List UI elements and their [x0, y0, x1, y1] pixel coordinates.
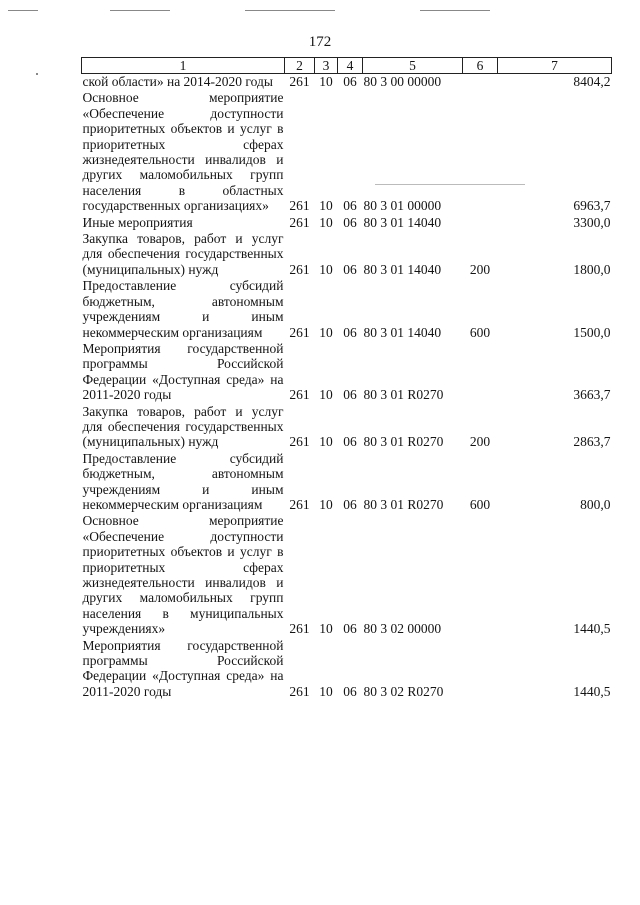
table-row: [82, 90, 612, 214]
table-row: [82, 404, 612, 451]
row-amount: 1500,0: [573, 324, 611, 340]
row-amount: 3663,7: [573, 387, 611, 403]
header-col-4: 4: [338, 58, 363, 74]
table-row: [82, 638, 612, 701]
row-target-code: 80 3 01 14040: [363, 261, 442, 277]
table-row: [82, 451, 612, 514]
row-amount: 1800,0: [573, 261, 611, 277]
row-col-4: 06: [343, 261, 357, 277]
row-target-code: 80 3 01 14040: [363, 214, 442, 230]
budget-table: [81, 57, 612, 700]
row-description: Предоставление субсидий бюджетным, автономным учреждениям и иным некоммерческим организациям: [82, 278, 284, 340]
row-col-4: 06: [343, 214, 357, 230]
row-description: Закупка товаров, работ и услуг для обеспечения государственных (муниципальных) нужд: [82, 231, 284, 277]
row-col-3: 10: [319, 198, 333, 214]
scan-artifact: [420, 10, 490, 11]
row-expense-type: [463, 341, 498, 404]
row-col-3: 10: [319, 74, 333, 89]
row-col-3: 10: [319, 324, 333, 340]
scan-artifact: [36, 73, 38, 75]
row-target-code: 80 3 01 R0270: [363, 387, 444, 403]
row-target-code: 80 3 01 00000: [363, 198, 442, 214]
row-expense-type: 600: [469, 324, 491, 340]
row-amount: 800,0: [580, 496, 611, 512]
row-expense-type: 200: [469, 434, 491, 450]
row-expense-type: [463, 74, 498, 91]
row-target-code: 80 3 02 R0270: [363, 683, 444, 699]
row-target-code: 80 3 02 00000: [363, 621, 442, 637]
row-col-2: 261: [289, 387, 310, 403]
row-expense-type: [463, 638, 498, 701]
row-col-2: 261: [289, 683, 310, 699]
row-col-3: 10: [319, 214, 333, 230]
row-col-3: 10: [319, 496, 333, 512]
table-row: [82, 74, 612, 91]
row-amount: 8404,2: [573, 74, 611, 89]
row-target-code: 80 3 00 00000: [363, 74, 442, 89]
table-row: [82, 278, 612, 341]
row-col-4: 06: [343, 387, 357, 403]
row-expense-type: [463, 90, 498, 214]
row-col-4: 06: [343, 74, 357, 89]
table-row: [82, 513, 612, 637]
row-expense-type: [463, 513, 498, 637]
row-target-code: 80 3 01 R0270: [363, 434, 444, 450]
row-col-2: 261: [289, 434, 310, 450]
row-col-2: 261: [289, 198, 310, 214]
header-col-7: 7: [498, 58, 612, 74]
row-description: Основное мероприятие «Обеспечение доступности приоритетных объектов и услуг в приоритетных сферах жизнедеятельности инвалидов и других маломобильных групп населения в областных государственных организациях»: [82, 90, 284, 214]
row-amount: 3300,0: [573, 214, 611, 230]
header-col-1: 1: [82, 58, 285, 74]
row-description: Закупка товаров, работ и услуг для обеспечения государственных (муниципальных) нужд: [82, 403, 284, 450]
row-col-2: 261: [289, 74, 310, 89]
scan-artifact: [110, 10, 170, 11]
row-col-3: 10: [319, 434, 333, 450]
row-expense-type: 200: [469, 261, 491, 277]
row-amount: 1440,5: [573, 621, 611, 637]
header-col-6: 6: [463, 58, 498, 74]
header-row: [82, 58, 612, 74]
row-col-4: 06: [343, 324, 357, 340]
row-col-4: 06: [343, 683, 357, 699]
row-col-3: 10: [319, 621, 333, 637]
header-col-5: 5: [363, 58, 463, 74]
row-col-4: 06: [343, 434, 357, 450]
row-amount: 2863,7: [573, 434, 611, 450]
row-col-3: 10: [319, 261, 333, 277]
table-row: [82, 215, 612, 231]
row-description: Предоставление субсидий бюджетным, автономным учреждениям и иным некоммерческим организациям: [82, 450, 284, 512]
table-row: [82, 231, 612, 278]
row-target-code: 80 3 01 R0270: [363, 496, 444, 512]
scan-artifact: [245, 10, 335, 11]
row-col-3: 10: [319, 683, 333, 699]
header-col-3: 3: [315, 58, 338, 74]
row-col-2: 261: [289, 324, 310, 340]
row-description: Мероприятия государственной программы Российской Федерации «Доступная среда» на 2011-2020 годы: [82, 340, 284, 403]
row-col-2: 261: [289, 214, 310, 230]
row-col-4: 06: [343, 496, 357, 512]
page-number: 172: [308, 34, 332, 50]
row-col-2: 261: [289, 261, 310, 277]
row-col-3: 10: [319, 387, 333, 403]
row-col-2: 261: [289, 496, 310, 512]
table-row: [82, 341, 612, 404]
scan-artifact: [8, 10, 38, 11]
row-amount: 6963,7: [573, 198, 611, 214]
row-description: Основное мероприятие «Обеспечение доступности приоритетных объектов и услуг в приоритетных сферах жизнедеятельности инвалидов и других маломобильных групп населения в муниципальных учреждениях»: [82, 513, 284, 637]
row-amount: 1440,5: [573, 683, 611, 699]
row-description: ской области» на 2014-2020 годы: [82, 74, 273, 89]
row-col-4: 06: [343, 198, 357, 214]
row-expense-type: [463, 215, 498, 231]
row-expense-type: 600: [469, 496, 491, 512]
row-col-2: 261: [289, 621, 310, 637]
row-description: Мероприятия государственной программы Российской Федерации «Доступная среда» на 2011-2020 годы: [82, 637, 284, 699]
row-target-code: 80 3 01 14040: [363, 324, 442, 340]
row-col-4: 06: [343, 621, 357, 637]
header-col-2: 2: [285, 58, 315, 74]
row-description: Иные мероприятия: [82, 214, 193, 230]
